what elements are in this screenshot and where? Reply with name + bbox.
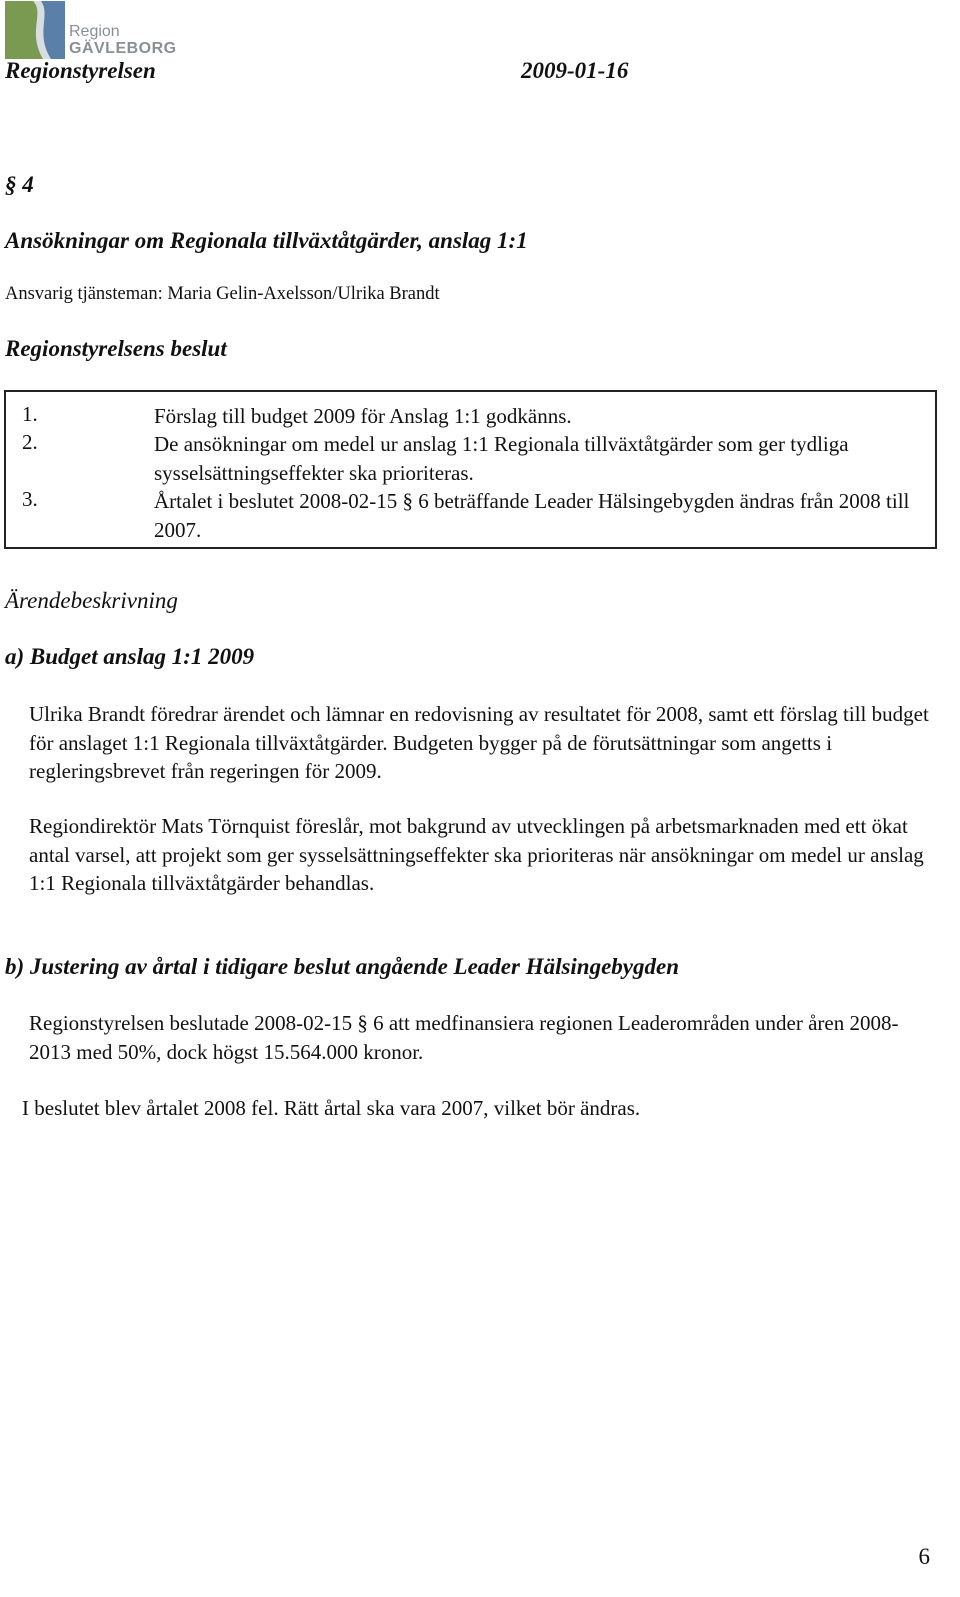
responsible-official: Ansvarig tjänsteman: Maria Gelin-Axelsson/Ulrika Brandt (5, 284, 440, 304)
document-title: Ansökningar om Regionala tillväxtåtgärder, anslag 1:1 (5, 228, 528, 253)
logo-text-county: GÄVLEBORG (69, 40, 177, 57)
part-b-heading: b) Justering av årtal i tidigare beslut angående Leader Hälsingebygden (5, 954, 680, 979)
section-number: § 4 (5, 172, 34, 197)
decision-item-text: Förslag till budget 2009 för Anslag 1:1 godkänns. (154, 404, 572, 428)
meeting-date: 2009-01-16 (521, 58, 629, 83)
part-a-paragraph: Regiondirektör Mats Törnquist föreslår, mot bakgrund av utvecklingen på arbetsmarknaden med ett ökat antal varsel, att projekt som ger sysselsättningseffekter ska prioriteras när ansökningar om medel ur anslag 1:1 Regionala tillväxtåtgärder behandlas. (29, 814, 924, 895)
logo-emblem-icon (5, 1, 65, 59)
logo-text-region: Region (69, 23, 120, 40)
part-a-heading: a) Budget anslag 1:1 2009 (5, 644, 255, 669)
decision-item-text: Årtalet i beslutet 2008-02-15 § 6 beträffande Leader Hälsingebygden ändras från 2008 till 2007. (154, 489, 910, 542)
decision-heading: Regionstyrelsens beslut (5, 336, 227, 361)
part-b-paragraph: I beslutet blev årtalet 2008 fel. Rätt årtal ska vara 2007, vilket bör ändras. (22, 1096, 641, 1120)
page-number: 6 (918, 1544, 930, 1569)
part-b-paragraph: Regionstyrelsen beslutade 2008-02-15 § 6 att medfinansiera regionen Leaderområden under åren 2008-2013 med 50%, dock högst 15.564.000 kronor. (29, 1011, 899, 1064)
committee-name: Regionstyrelsen (5, 58, 156, 83)
decision-item-text: De ansökningar om medel ur anslag 1:1 Regionala tillväxtåtgärder som ger tydliga sysselsättningseffekter ska prioriteras. (154, 432, 849, 485)
decision-item-number: 3. (22, 487, 38, 511)
description-heading: Ärendebeskrivning (5, 588, 178, 613)
region-gavleborg-logo (5, 1, 177, 59)
decision-box (4, 390, 937, 549)
decision-item-number: 1. (22, 402, 38, 426)
part-a-paragraph: Ulrika Brandt föredrar ärendet och lämnar en redovisning av resultatet för 2008, samt ett förslag till budget för anslaget 1:1 Regionala tillväxtåtgärder. Budgeten bygger på de förutsättningar som angetts i regleringsbrevet från regeringen för 2009. (29, 702, 929, 783)
decision-item-number: 2. (22, 430, 38, 454)
